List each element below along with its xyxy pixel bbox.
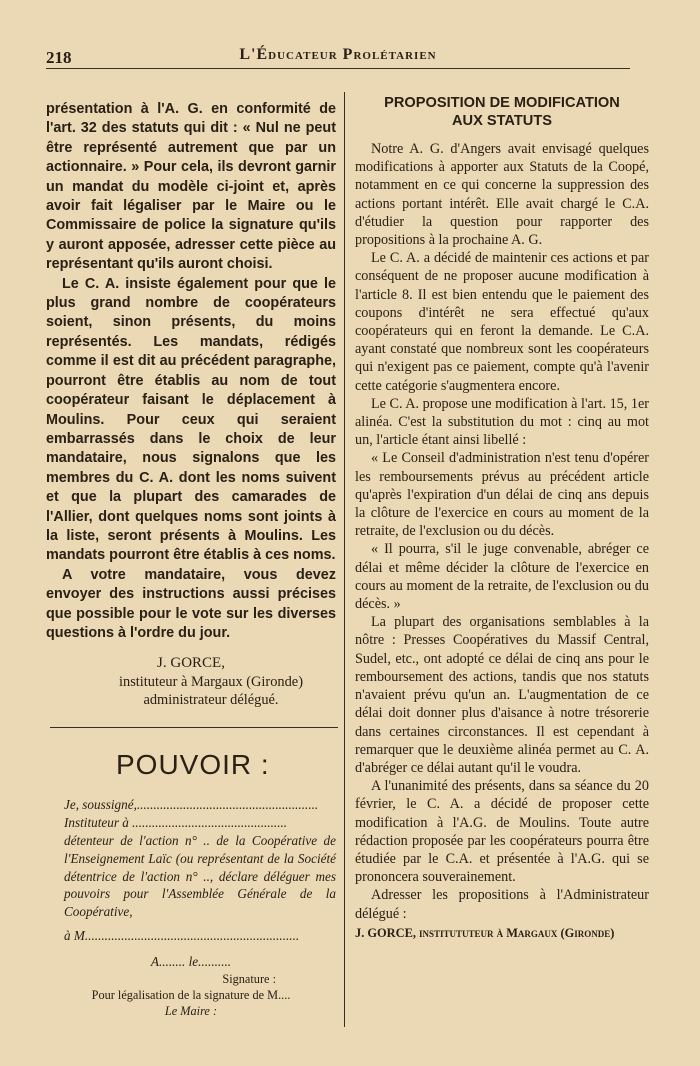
form-signature-label: Signature :	[222, 971, 276, 986]
form-divider	[50, 727, 338, 728]
running-head: L'Éducateur Prolétarien	[239, 46, 437, 63]
right-quote: « Il pourra, s'il le juge convenable, abréger ce délai et même décider la clôture de l'exercice en cours au moment de la retraite, de l'exclusion ou du décès. »	[355, 541, 649, 613]
signature-title: instituteur à Margaux (Gironde)	[119, 674, 303, 691]
article-title	[355, 94, 649, 130]
right-paragraph: La plupart des organisations semblables à la nôtre : Presses Coopératives du Massif Central, Sudel, etc., ont adopté ce délai de cinq ans pour le remboursement des actions, tandis que nos statuts n'avaient prévu qu'un an. L'augmentation de ce délai doit donner plus d'aisance à notre trésorerie dans certaines circonstances. Il est cependant à remarquer que le deuxième alinéa permet au C. A. d'abréger ce délai autant qu'il le voudra.	[355, 614, 649, 776]
right-quote: « Le Conseil d'administration n'est tenu d'opérer les remboursements prévus au précédent article qu'après l'expiration d'un délai de cinq ans depuis la clôture de l'exercice en cours au moment de la retraite, de l'exclusion ou du décès.	[355, 450, 649, 540]
form-line-teacher: Instituteur à ...............................................	[64, 815, 288, 831]
left-paragraph: Le C. A. insiste également pour que le plus grand nombre de coopérateurs soient, sinon présents, du moins représentés. Les mandats, rédigés comme il est dit au précédent paragraphe, pourront être établis au nom de tout coopérateur faisant le déplacement à Moulins. Pour ceux qui seraient embarrassés dans le choix de leur mandataire, nous signalons que les membres du C. A. dont les noms suivent et que la plupart des camarades de l'Allier, dont quelques noms sont joints à la liste, seront présents à Moulins. Les mandats pourront être établis à ces noms.	[46, 275, 336, 564]
form-legalisation: Pour légalisation de la signature de M....	[91, 987, 291, 1002]
article-title-line2: AUX STATUTS	[452, 113, 552, 129]
form-line-delegate: à M.................................................................	[64, 927, 300, 943]
right-paragraph: Notre A. G. d'Angers avait envisagé quelques modifications à apporter aux Statuts de la Coopé, notamment en ce qui concerne la suppression des actions portant intérêt. Elle avait chargé le C.A. d'étudier la question pour rapporter des propositions à la prochaine A. G.	[355, 141, 649, 249]
header-rule	[46, 68, 630, 69]
left-column	[46, 100, 336, 1019]
signature-role: administrateur délégué.	[143, 692, 279, 709]
form-place-date: A........ le..........	[150, 953, 232, 969]
column-divider	[344, 92, 345, 1027]
right-paragraph: Adresser les propositions à l'Administrateur délégué :	[355, 887, 649, 922]
article-title-line1: PROPOSITION DE MODIFICATION	[384, 95, 620, 111]
proxy-form	[46, 748, 336, 1018]
right-paragraph: Le C. A. a décidé de maintenir ces actions et par conséquent de ne proposer aucune modification à l'article 8. Il est bien entendu que le paiement des coupons d'intérêt ne sera effectué qu'aux coopérateurs qui en feront la demande. Le C.A. ayant constaté que nombreux sont les coopérateurs qui n'exigent pas ce paiement, compte qu'à l'avenir cette catégorie s'augmentera encore.	[355, 250, 649, 394]
right-paragraph: Le C. A. propose une modification à l'art. 15, 1er alinéa. C'est la substitution du mot : cinq au mot un, l'article étant ainsi libellé :	[355, 395, 649, 449]
form-mayor: Le Maire :	[164, 1003, 218, 1018]
page-number: 218	[46, 48, 72, 67]
form-line-declaration: détenteur de l'action n° .. de la Coopérative de l'Enseignement Laïc (ou représentant de la Société détentrice de l'action n° .., déclare déléguer mes pouvoirs pour l'Assemblée Générale de la Coopérative,	[64, 832, 336, 920]
page-header	[46, 44, 630, 66]
left-paragraph: présentation à l'A. G. en conformité de l'art. 32 des statuts qui dit : « Nul ne peut être représenté autrement que par un actionnaire. » Pour cela, ils devront garnir un mandat du modèle ci-joint et, après avoir fait légaliser par le Maire ou le Commissaire de police la signature qu'ils y auront apposée, adresser cette pièce au représentant qu'ils auront choisi.	[46, 101, 336, 273]
right-paragraph: A l'unanimité des présents, dans sa séance du 20 février, le C. A. a décidé de proposer cette modification à l'A.G. de Moulins. Toute autre rédaction proposée par les coopérateurs pourra être étudiée par le C.A. et présentée à l'A.G. qui se prononcera souverainement.	[355, 778, 649, 886]
signature-name: J. GORCE,	[157, 655, 225, 672]
right-column	[355, 94, 649, 941]
bottom-signature: J. GORCE, institututeur à Margaux (Gironde)	[355, 925, 615, 940]
form-title: POUVOIR :	[116, 749, 270, 781]
left-paragraph: A votre mandataire, vous devez envoyer des instructions aussi précises que possible pour le vote sur les diverses questions à l'ordre du jour.	[46, 566, 336, 641]
form-line-signatory: Je, soussigné,.......................................................	[64, 797, 319, 813]
